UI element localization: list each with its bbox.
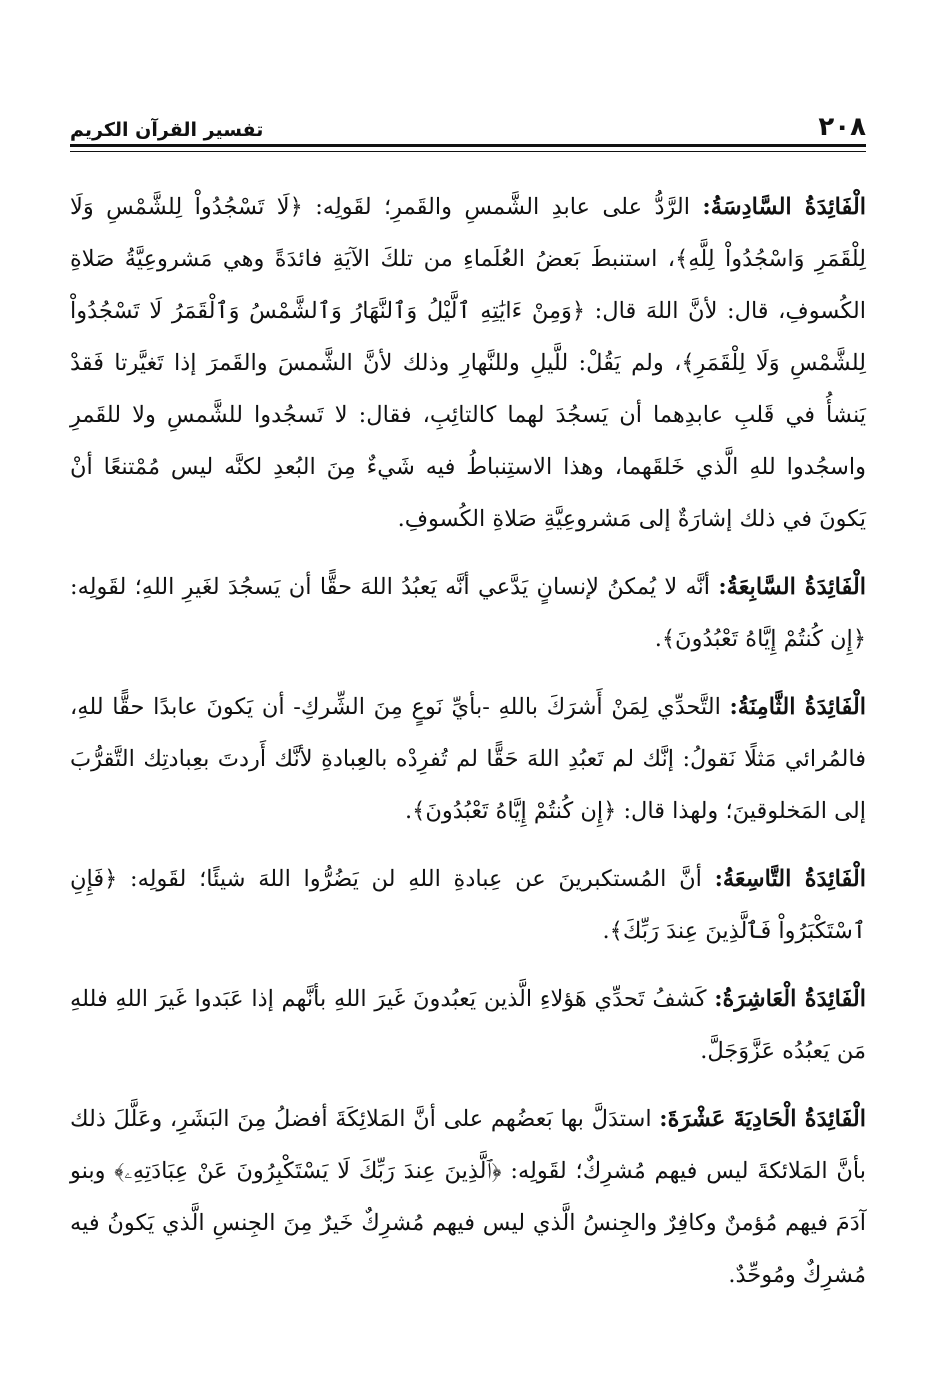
- benefit-text: كَشفُ تَحدِّي هَؤلاءِ الَّذين يَعبُدونَ غَيرَ اللهِ بأنَّهم إذا عَبَدوا غَيرَ اللهِ فللهِ مَن يَعبُدُه عَزَّوَجَلَّ.: [70, 986, 866, 1064]
- page-header: [70, 100, 866, 147]
- benefit-text: أنَّه لا يُمكنُ لإنسانٍ يَدَّعي أنَّه يَعبُدُ اللهَ حقًّا أن يَسجُدَ لغَيرِ اللهِ؛ لقَولِه: ﴿إِن كُنتُمْ إِيَّاهُ تَعْبُدُونَ﴾.: [70, 574, 866, 652]
- benefit-text: أنَّ المُستكبرينَ عن عِبادةِ اللهِ لن يَضُرُّوا اللهَ شيئًا؛ لقَولِه: ﴿فَإِنِ ٱسْتَكْبَرُواْ فَٱلَّذِينَ عِندَ رَبِّكَ﴾.: [70, 866, 866, 944]
- paragraph-benefit-6: [70, 181, 866, 545]
- paragraph-benefit-9: [70, 853, 866, 957]
- benefit-heading: الْفَائِدَةُ الثَّامِنَةُ:: [729, 694, 866, 720]
- paragraph-benefit-10: [70, 973, 866, 1077]
- paragraph-benefit-8: [70, 681, 866, 837]
- page-body: [70, 181, 866, 1301]
- benefit-text: الرَّدُّ على عابدِ الشَّمسِ والقَمرِ؛ لقَولِه: ﴿لَا تَسْجُدُواْ لِلشَّمْسِ وَلَا لِلْقَمَرِ وَاسْجُدُواْ لِلَّهِ﴾، استنبطَ بَعضُ العُلَماءِ من تلكَ الآيَةِ فائدَةً وهي مَشروعِيَّةُ صَلاةِ الكُسوفِ، قال: لأنَّ اللهَ قال: ﴿وَمِنْ ءَايَٰتِهِ ٱلَّيْلُ وَٱلنَّهَارُ وَٱلشَّمْسُ وَٱلْقَمَرُ لَا تَسْجُدُواْ لِلشَّمْسِ وَلَا لِلْقَمَرِ﴾، ولم يَقُلْ: للَّيلِ وللنَّهارِ وذلك لأنَّ الشَّمسَ والقَمرَ إذا تَغيَّرتا فَقدْ يَنشأُ في قَلبِ عابدِهما أن يَسجُدَ لهما كالتائِبِ، فقال: لا تَسجُدوا للشَّمسِ ولا للقَمرِ واسجُدوا للهِ الَّذي خَلقَهما، وهذا الاستِنباطُ فيه شَيءٌ مِنَ البُعدِ لكنَّه ليس مُمْتنعًا أنْ يَكونَ في ذلك إشارَةٌ إلى مَشروعِيَّةِ صَلاةِ الكُسوفِ.: [70, 194, 866, 532]
- benefit-text: التَّحدِّي لِمَنْ أَشرَكَ باللهِ -بأيِّ نَوعٍ مِنَ الشِّركِ- أن يَكونَ عابدًا حقًّا للهِ، فالمُرائي مَثلًا نَقولُ: إنَّك لم تَعبُدِ اللهَ حَقًّا لم تُفرِدْه بالعِبادةِ لأنَّك أَردتَ بعِبادتِك التَّقرُّبَ إلى المَخلوقينَ؛ ولهذا قال: ﴿إِن كُنتُمْ إِيَّاهُ تَعْبُدُونَ﴾.: [70, 694, 866, 824]
- benefit-heading: الْفَائِدَةُ السَّادِسَةُ:: [702, 194, 866, 220]
- page-number: ٢٠٨: [818, 112, 866, 142]
- benefit-heading: الْفَائِدَةُ الْعَاشِرَةُ:: [714, 986, 867, 1012]
- running-title: تفسير القرآن الكريم: [70, 119, 264, 141]
- book-page: [70, 100, 866, 1317]
- benefit-heading: الْفَائِدَةُ الْحَادِيَةَ عَشْرَةَ:: [659, 1106, 866, 1132]
- paragraph-benefit-7: [70, 561, 866, 665]
- paragraph-benefit-11: [70, 1093, 866, 1301]
- benefit-heading: الْفَائِدَةُ السَّابِعَةُ:: [718, 574, 867, 600]
- benefit-heading: الْفَائِدَةُ التَّاسِعَةُ:: [714, 866, 866, 892]
- benefit-text: استدَلَّ بها بَعضُهم على أنَّ المَلائِكَةَ أفضلُ مِنَ البَشَرِ، وعَلَّلَ ذلك بأنَّ المَلائكةَ ليس فيهم مُشرِكٌ؛ لقَولِه: ﴿ٱلَّذِينَ عِندَ رَبِّكَ لَا يَسْتَكْبِرُونَ عَنْ عِبَادَتِهِۦ﴾ وبنو آدَمَ فيهم مُؤمنٌ وكافِرٌ والجِنسُ الَّذي ليس فيهم مُشرِكٌ خَيرٌ مِنَ الجِنسِ الَّذي يَكونُ فيه مُشرِكٌ ومُوحِّدٌ.: [70, 1106, 866, 1288]
